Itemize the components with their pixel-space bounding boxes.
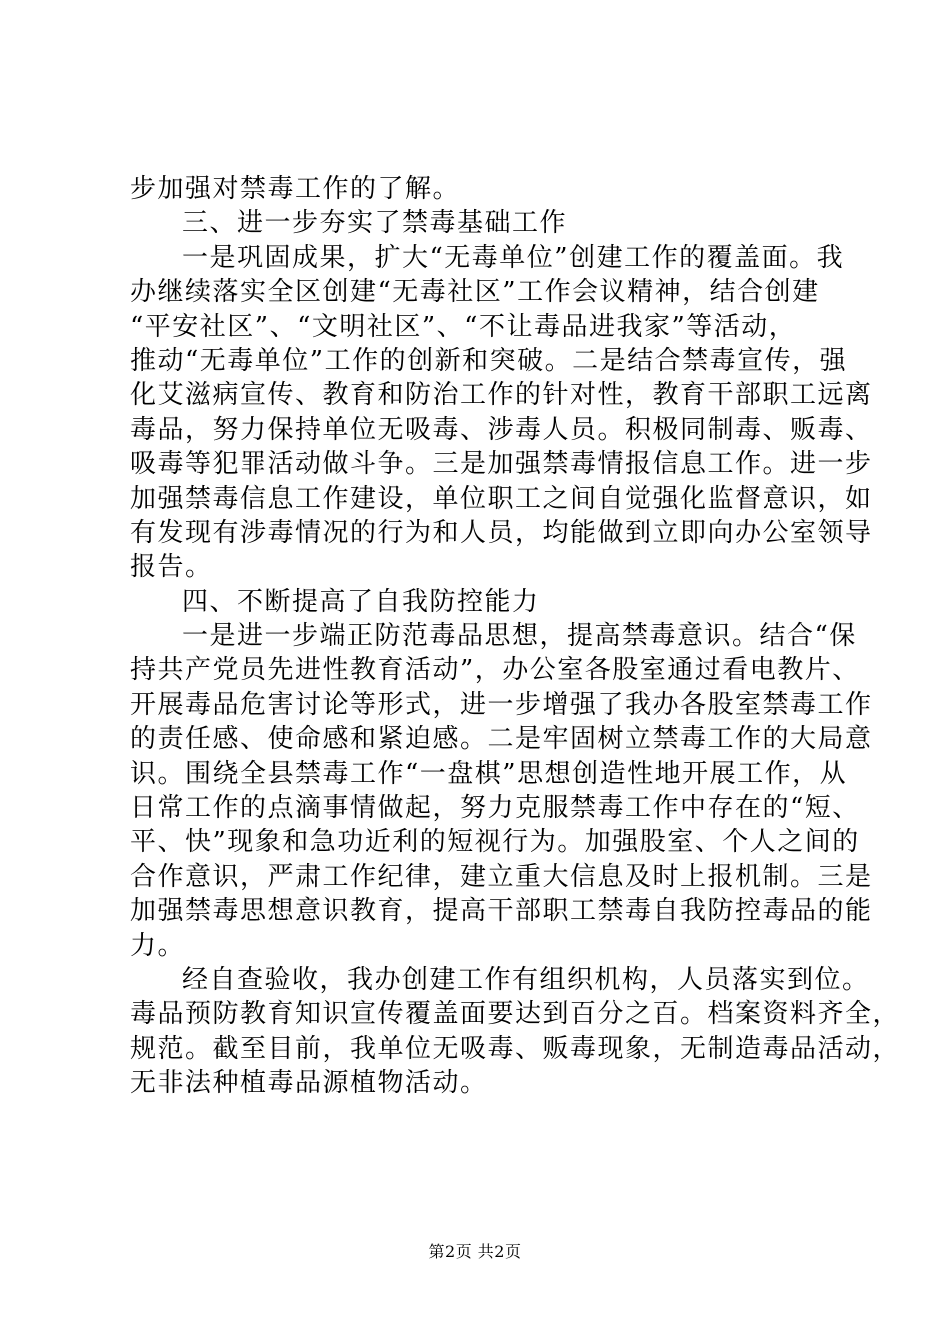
text-line: 识。围绕全县禁毒工作“一盘棋”思想创造性地开展工作，从 <box>130 758 848 789</box>
text-line: 无非法种植毒品源植物活动。 <box>130 1068 488 1099</box>
page-footer: 第2页 共2页 <box>428 1242 522 1261</box>
text-line: 四、不断提高了自我防控能力 <box>182 586 540 617</box>
text-line: 平、快”现象和急功近利的短视行为。加强股室、个人之间的 <box>130 827 860 858</box>
text-line: 规范。截至目前，我单位无吸毒、贩毒现象，无制造毒品活动， <box>130 1033 901 1064</box>
text-line: 加强禁毒思想意识教育，提高干部职工禁毒自我防控毒品的能 <box>130 896 873 927</box>
text-line: 力。 <box>130 930 186 961</box>
text-line: 持共产党员先进性教育活动”，办公室各股室通过看电教片、 <box>130 655 860 686</box>
text-line: 一是巩固成果，扩大“无毒单位”创建工作的覆盖面。我 <box>182 242 845 273</box>
text-line: 加强禁毒信息工作建设，单位职工之间自觉强化监督意识，如 <box>130 483 873 514</box>
text-line: 化艾滋病宣传、教育和防治工作的针对性，教育干部职工远离 <box>130 380 873 411</box>
text-line: 吸毒等犯罪活动做斗争。三是加强禁毒情报信息工作。进一步 <box>130 449 873 480</box>
text-line: 报告。 <box>130 552 213 583</box>
text-line: “平安社区”、“文明社区”、“不让毒品进我家”等活动， <box>130 311 797 342</box>
text-line: 开展毒品危害讨论等形式，进一步增强了我办各股室禁毒工作 <box>130 689 873 720</box>
text-line: 的责任感、使命感和紧迫感。二是牢固树立禁毒工作的大局意 <box>130 724 873 755</box>
text-line: 三、进一步夯实了禁毒基础工作 <box>182 208 568 239</box>
text-line: 合作意识，严肃工作纪律，建立重大信息及时上报机制。三是 <box>130 861 873 892</box>
text-line: 有发现有涉毒情况的行为和人员，均能做到立即向办公室领导 <box>130 517 873 548</box>
text-line: 一是进一步端正防范毒品思想，提高禁毒意识。结合“保 <box>182 621 857 652</box>
document-body <box>130 172 901 1101</box>
text-line: 步加强对禁毒工作的了解。 <box>130 174 461 204</box>
text-line: 毒品预防教育知识宣传覆盖面要达到百分之百。档案资料齐全， <box>130 999 901 1030</box>
text-line: 推动“无毒单位”工作的创新和突破。二是结合禁毒宣传，强 <box>130 345 848 376</box>
text-line: 日常工作的点滴事情做起，努力克服禁毒工作中存在的“短、 <box>130 793 860 824</box>
text-line: 经自查验收，我办创建工作有组织机构，人员落实到位。 <box>182 964 870 995</box>
text-line: 毒品，努力保持单位无吸毒、涉毒人员。积极同制毒、贩毒、 <box>130 414 873 445</box>
text-line: 办继续落实全区创建“无毒社区”工作会议精神，结合创建 <box>130 277 820 308</box>
